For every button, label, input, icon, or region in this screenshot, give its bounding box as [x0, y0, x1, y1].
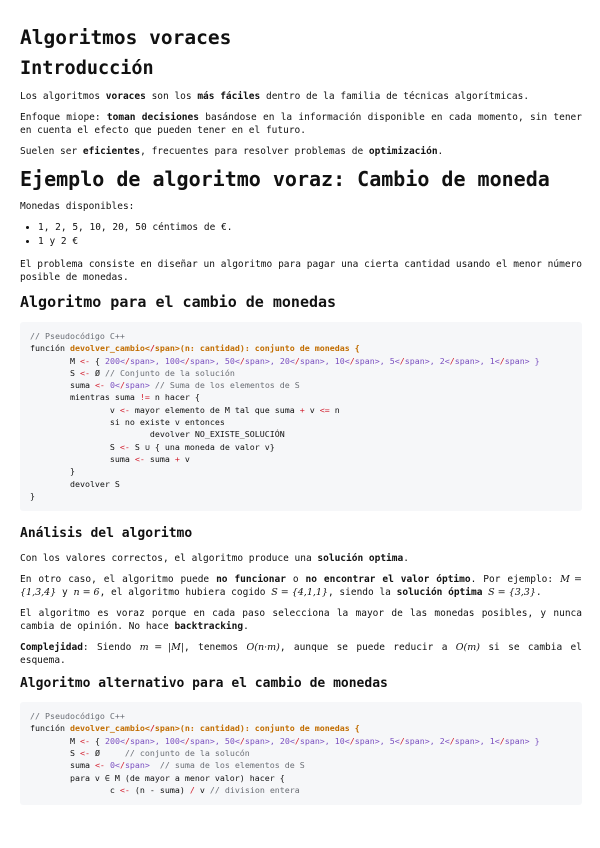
text-bold: no encontrar el valor óptimo [305, 574, 471, 586]
text: , siendo la [327, 587, 397, 599]
text-bold: backtracking [174, 621, 244, 633]
math-expression: O(n·m) [246, 642, 280, 654]
list-item: • 1 y 2 € [38, 235, 582, 249]
code-line: suma <- 0</span> // Suma de los elementos de S [30, 380, 300, 391]
text: y [56, 587, 74, 599]
analysis-paragraph-4 [20, 641, 582, 667]
math-expression: S = {4,1,1} [271, 587, 328, 599]
text: . [243, 621, 249, 633]
code-line: // Pseudocódigo C++ [30, 711, 125, 722]
code-line: M <- { 200</span>, 100</span>, 50</span>, 20</span>, 10</span>, 5</span>, 2</span>, 1</span> } [30, 355, 540, 366]
analysis-paragraph-3 [20, 607, 582, 633]
code-line: S <- Ø // conjunto de la solucón [30, 748, 250, 759]
code-line: S <- Ø // Conjunto de la solución [30, 367, 235, 378]
text-bold: solución optima [317, 553, 404, 565]
text-bold: más fáciles [197, 91, 261, 102]
code-line: suma <- 0</span> // suma de los elementos de S [30, 760, 305, 771]
document-title: Algoritmos voraces [20, 26, 232, 49]
code-line: función devolver_cambio</span>(n: cantidad): conjunto de monedas { [30, 343, 360, 354]
intro-paragraph-1 [20, 90, 582, 103]
algo2-heading: Algoritmo alternativo para el cambio de monedas [20, 676, 388, 692]
text-bold: eficientes [82, 146, 141, 157]
text-bold: solución óptima [396, 587, 483, 599]
code-line: S <- S ∪ { una moneda de valor v} [30, 441, 275, 452]
math-expression: m = |M| [139, 642, 185, 654]
algo1-heading: Algoritmo para el cambio de monedas [20, 293, 337, 311]
list-item: • 1, 2, 5, 10, 20, 50 céntimos de €. [38, 221, 582, 235]
text: El algoritmo es voraz porque en cada paso selecciona la mayor de las monedas posibles, y nunca cambia de opinión. No hace [20, 608, 582, 633]
math-expression: M = {1,3,4} [20, 574, 582, 599]
text: : Siendo [82, 642, 140, 654]
coins-list [20, 221, 582, 249]
code-line: para v ∈ M (de mayor a menor valor) hacer { [30, 772, 285, 783]
analysis-paragraph-1 [20, 552, 582, 565]
code-line: c <- (n - suma) / v // division entera [30, 784, 300, 795]
text: , tenemos [184, 642, 247, 654]
intro-paragraph-3 [20, 145, 582, 158]
code-line: mientras suma != n hacer { [30, 392, 200, 403]
code-line: función devolver_cambio</span>(n: cantidad): conjunto de monedas { [30, 723, 360, 734]
code-line: si no existe v entonces [30, 417, 225, 428]
code-line: v <- mayor elemento de M tal que suma + v <= n [30, 404, 340, 415]
text: , el algoritmo hubiera cogido [99, 587, 272, 599]
text: Enfoque miope: [20, 112, 107, 123]
math-expression: n = 6 [73, 587, 100, 599]
text-bold: toman decisiones [106, 112, 199, 123]
text: Con los valores correctos, el algoritmo produce una [20, 553, 318, 565]
example-heading: Ejemplo de algoritmo voraz: Cambio de moneda [20, 167, 550, 191]
analysis-paragraph-2 [20, 573, 582, 599]
algo2-code-block [20, 702, 582, 805]
text: dentro de la familia de técnicas algorítmicas. [260, 91, 530, 102]
text: o [285, 574, 306, 586]
text: basándose en la información disponible en cada momento, sin tener en cuenta el efecto que pueden tener en el futuro. [20, 112, 582, 136]
text: , frecuentes para resolver problemas de [140, 146, 369, 157]
text: , aunque se puede reducir a [279, 642, 456, 654]
intro-paragraph-2 [20, 111, 582, 137]
intro-heading: Introducción [20, 58, 154, 79]
coins-label: Monedas disponibles: [20, 201, 135, 212]
text: . [535, 587, 542, 599]
text: . [437, 146, 444, 157]
code-line: // Pseudocódigo C++ [30, 331, 125, 341]
text: son los [145, 91, 198, 102]
code-line: suma <- suma + v [30, 453, 190, 464]
code-line: devolver NO_EXISTE_SOLUCIÓN [30, 429, 285, 440]
text-bold: voraces [105, 91, 146, 102]
text: Los algoritmos [20, 91, 106, 102]
text: . Por ejemplo: [470, 574, 561, 586]
math-expression: S = {3,3} [488, 587, 536, 599]
math-expression: O(m) [455, 642, 480, 654]
text: si se cambia el esquema. [20, 642, 582, 667]
code-line: } [30, 466, 75, 477]
code-line: M <- { 200</span>, 100</span>, 50</span>, 20</span>, 10</span>, 5</span>, 2</span>, 1</span> } [30, 735, 540, 746]
code-line: } [30, 490, 35, 501]
text-bold: Complejidad [20, 642, 83, 654]
analysis-heading: Análisis del algoritmo [20, 526, 193, 542]
algo1-code-block [20, 322, 582, 511]
problem-paragraph: El problema consiste en diseñar un algoritmo para pagar una cierta cantidad usando el menor número posible de monedas. [20, 259, 582, 283]
text: . [403, 553, 409, 565]
text-bold: no funcionar [216, 574, 286, 586]
text-bold: optimización [368, 146, 438, 157]
code-line: devolver S [30, 478, 120, 489]
text: Suelen ser [20, 146, 83, 157]
text: En otro caso, el algoritmo puede [20, 574, 217, 586]
